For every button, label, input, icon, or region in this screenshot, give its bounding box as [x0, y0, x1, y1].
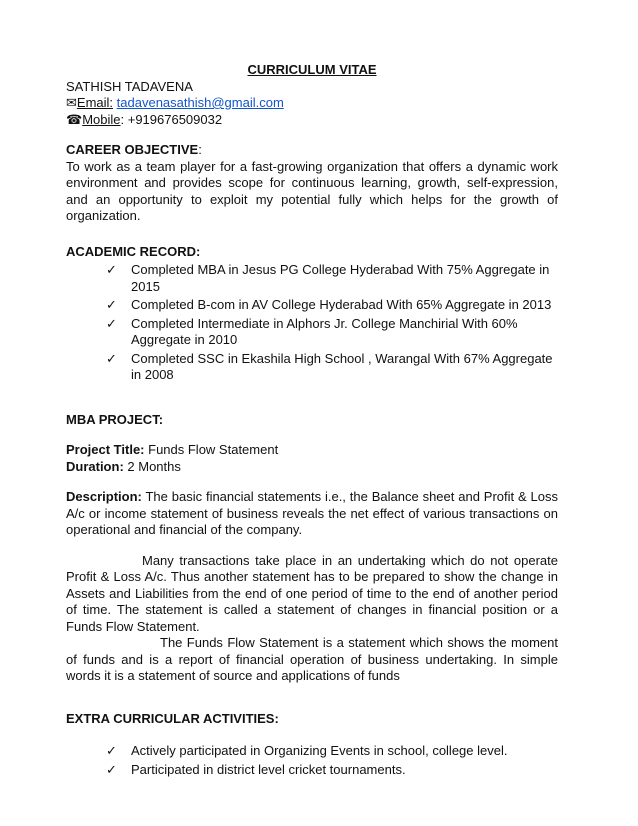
- project-title-line: [66, 442, 558, 459]
- list-item: [106, 762, 558, 779]
- career-objective-text: To work as a team player for a fast-growing organization that offers a dynamic work environment and provides scope for continuous learning, growth, self-expression, and an opportunity to exploit my potential fully which helps for the growth of organization.: [66, 158, 558, 223]
- extra-curricular-heading: EXTRA CURRICULAR ACTIVITIES:: [66, 710, 279, 726]
- academic-record-list: [66, 262, 558, 384]
- email-link[interactable]: tadavenasathish@gmail.com: [116, 95, 284, 110]
- candidate-name: SATHISH TADAVENA: [66, 78, 193, 94]
- list-item: [106, 351, 558, 384]
- academic-item-text: Completed SSC in Ekashila High School , Warangal With 67% Aggregate in 2008: [131, 350, 553, 382]
- description-label: Description:: [66, 489, 142, 504]
- extra-curricular-list: [66, 743, 558, 778]
- list-item: [106, 262, 558, 295]
- career-objective-heading: [66, 142, 558, 159]
- career-heading-text: CAREER OBJECTIVE: [66, 142, 199, 157]
- mba-project-heading: MBA PROJECT:: [66, 411, 164, 427]
- check-mark-icon: ✓: [106, 315, 117, 331]
- academic-item-text: Completed MBA in Jesus PG College Hyderabad With 75% Aggregate in 2015: [131, 262, 550, 294]
- description-text: The basic financial statements i.e., the Balance sheet and Profit & Loss A/c or income statement of business reveals the net effect of various transactions on operational and financial of the company.: [66, 489, 558, 537]
- check-mark-icon: ✓: [106, 262, 117, 277]
- list-item: [106, 316, 558, 349]
- duration-value: 2 Months: [123, 458, 181, 474]
- email-line: [66, 95, 558, 112]
- activity-item-text: Participated in district level cricket tournaments.: [131, 761, 406, 777]
- check-mark-icon: ✓: [106, 297, 117, 312]
- check-mark-icon: ✓: [106, 761, 117, 777]
- academic-record-heading: ACADEMIC RECORD:: [66, 243, 201, 259]
- telephone-icon: ☎: [66, 111, 83, 127]
- document-title: CURRICULUM VITAE: [247, 62, 377, 77]
- mobile-line: [66, 112, 558, 129]
- check-mark-icon: ✓: [106, 350, 117, 366]
- envelope-icon: ✉: [66, 95, 77, 110]
- list-item: [106, 297, 558, 314]
- mobile-label: Mobile: [82, 111, 121, 127]
- project-title-value: Funds Flow Statement: [144, 442, 279, 457]
- duration-line: [66, 459, 558, 476]
- academic-item-text: Completed B-com in AV College Hyderabad With 65% Aggregate in 2013: [131, 297, 552, 312]
- duration-label: Duration:: [66, 458, 124, 474]
- career-heading-colon: :: [198, 142, 202, 157]
- mobile-value: : +919676509032: [120, 111, 223, 127]
- activity-item-text: Actively participated in Organizing Events in school, college level.: [131, 743, 508, 758]
- email-label: Email:: [76, 95, 114, 110]
- academic-item-text: Completed Intermediate in Alphors Jr. College Manchirial With 60% Aggregate in 2010: [131, 315, 518, 347]
- project-paragraph-2: Many transactions take place in an undertaking which do not operate Profit & Loss A/c. Thus another statement has to be prepared to show the change in Assets and Liabilities from the end of one period of time to the end of another period of time. The statement is called a statement of changes in financial position or a Funds Flow Statement.: [66, 552, 558, 634]
- project-paragraph-3: The Funds Flow Statement is a statement which shows the moment of funds and is a report of financial operation of business undertaking. In simple words it is a statement of source and applications of funds: [66, 635, 558, 683]
- list-item: [106, 743, 558, 760]
- project-description: [66, 489, 558, 539]
- project-title-label: Project Title:: [66, 442, 145, 457]
- check-mark-icon: ✓: [106, 743, 117, 758]
